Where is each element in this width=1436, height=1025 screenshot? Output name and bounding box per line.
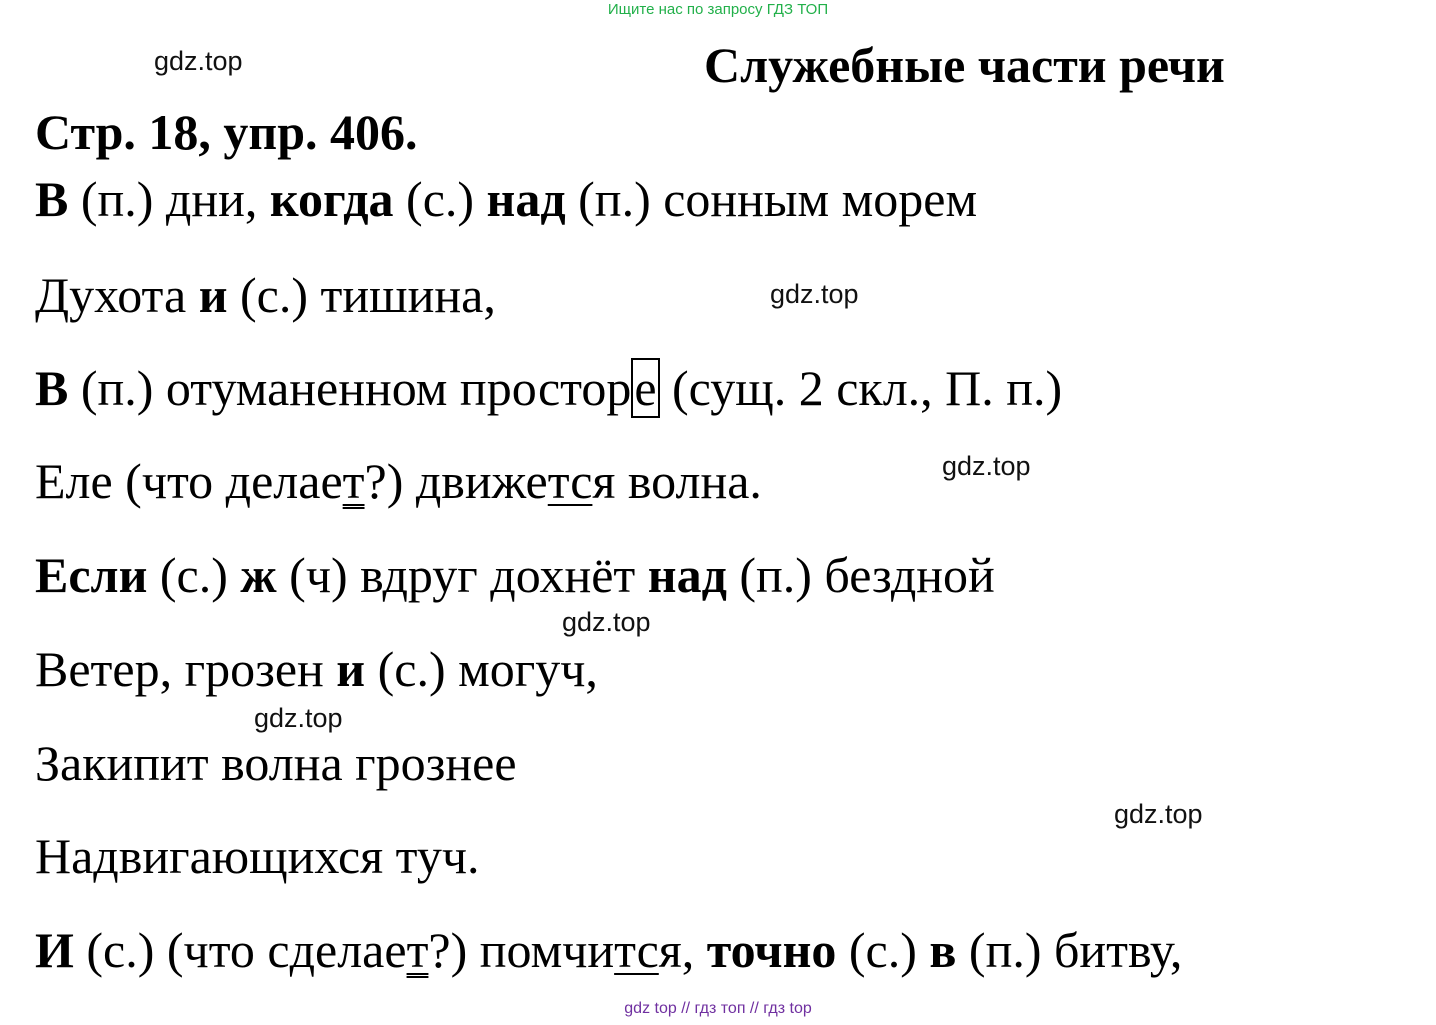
- bold-word: В: [35, 360, 69, 416]
- bold-word: В: [35, 171, 69, 227]
- text-segment: я,: [658, 922, 707, 978]
- watermark: gdz.top: [254, 703, 343, 733]
- text-segment: (с.): [836, 922, 930, 978]
- watermark: gdz.top: [770, 279, 859, 309]
- bold-word: и: [198, 267, 228, 323]
- text-line: [35, 734, 517, 792]
- text-line: [35, 170, 977, 228]
- bold-word: Если: [35, 547, 148, 603]
- watermark: gdz.top: [942, 451, 1031, 481]
- watermark: gdz.top: [562, 607, 651, 637]
- text-segment: (с.) (что сделае: [73, 922, 407, 978]
- text-segment: (п.) дни,: [68, 171, 270, 227]
- text-segment: ?) помчи: [428, 922, 615, 978]
- text-line: [35, 921, 1182, 979]
- text-segment: (с.): [147, 547, 241, 603]
- text-segment: ?) движе: [364, 453, 548, 509]
- page-title: Служебные части речи: [704, 37, 1225, 93]
- bold-word: над: [486, 171, 566, 227]
- text-segment: я волна.: [592, 453, 762, 509]
- underlined-morpheme: т: [406, 922, 429, 978]
- bold-word: над: [647, 547, 727, 603]
- text-segment: (п.) отуманенном простор: [68, 360, 632, 416]
- bold-word: ж: [240, 547, 277, 603]
- watermark: gdz.top: [154, 46, 243, 76]
- text-segment: Еле (что делае: [35, 453, 343, 509]
- bold-word: точно: [706, 922, 837, 978]
- text-segment: Духота: [35, 267, 199, 323]
- underlined-morpheme: т: [342, 453, 365, 509]
- footer-watermark: gdz top // гдз топ // гдз top: [624, 1000, 812, 1017]
- text-segment: (п.) битву,: [956, 922, 1183, 978]
- text-segment: Ветер, грозен: [35, 641, 337, 697]
- bold-word: И: [35, 922, 74, 978]
- text-segment: (ч) вдруг дохнёт: [276, 547, 648, 603]
- exercise-heading: Стр. 18, упр. 406.: [35, 104, 418, 160]
- text-line: [35, 359, 1062, 417]
- underlined-morpheme: тс: [614, 922, 659, 978]
- text-segment: (п.) бездной: [726, 547, 995, 603]
- text-segment: (п.) сонным морем: [565, 171, 978, 227]
- search-banner: Ищите нас по запросу ГДЗ ТОП: [607, 1, 829, 18]
- text-segment: (с.) тишина,: [227, 267, 496, 323]
- boxed-ending: е: [631, 358, 659, 418]
- bold-word: когда: [269, 171, 394, 227]
- text-line: [35, 452, 762, 510]
- text-segment: Закипит волна грознее: [35, 735, 517, 791]
- text-segment: (сущ. 2 скл., П. п.): [659, 360, 1063, 416]
- bold-word: в: [929, 922, 957, 978]
- text-line: [35, 827, 480, 885]
- text-segment: (с.): [393, 171, 487, 227]
- watermark: gdz.top: [1114, 799, 1203, 829]
- text-line: [35, 546, 995, 604]
- underlined-morpheme: тс: [547, 453, 593, 509]
- text-line: [35, 640, 598, 698]
- text-segment: Надвигающихся туч.: [35, 828, 480, 884]
- text-segment: (с.) могуч,: [365, 641, 598, 697]
- bold-word: и: [336, 641, 366, 697]
- text-line: [35, 266, 496, 324]
